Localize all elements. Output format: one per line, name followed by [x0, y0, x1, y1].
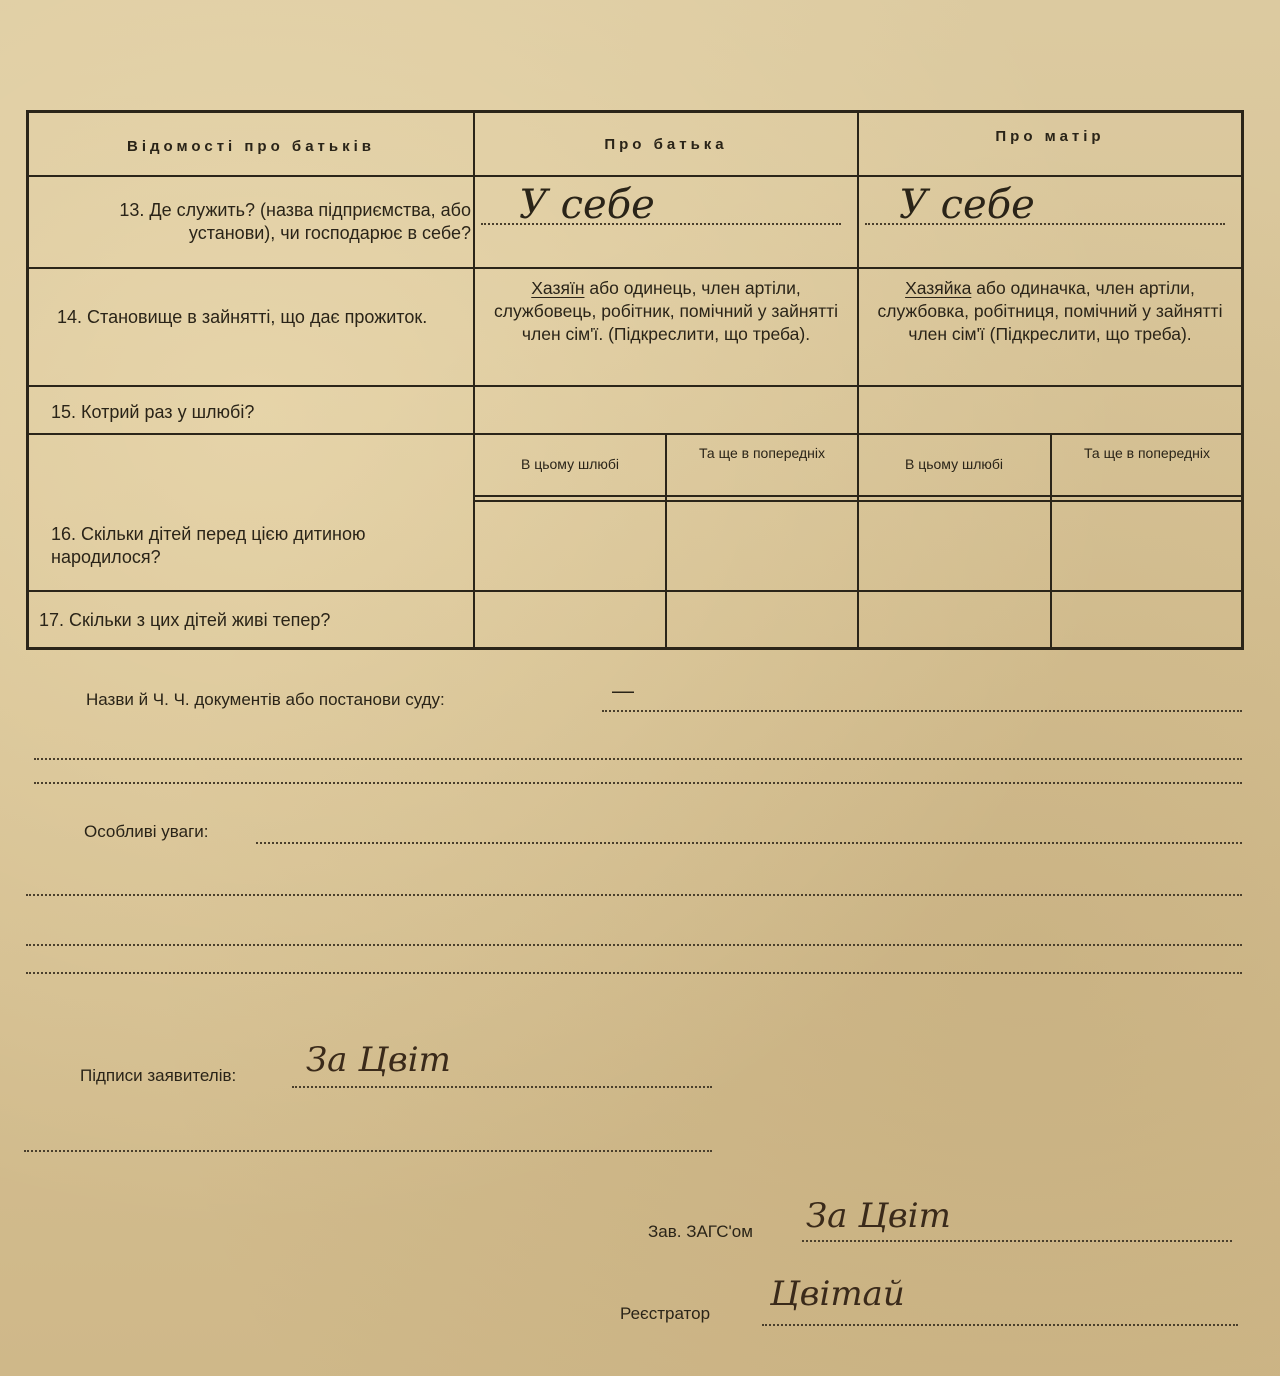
row-divider: [29, 175, 1241, 177]
father-status-options: або одинець, член артіли, службовець, робітник, помічний у зайнятті член сім'ї. (Підкреслити, що треба).: [493, 278, 838, 344]
row-divider: [29, 433, 1241, 435]
notes-line-4: [26, 972, 1242, 974]
question-16: 16. Скільки дітей перед цією дитиною народилося?: [51, 524, 366, 568]
header-father: Про батька: [604, 136, 728, 153]
mother-this-marriage-header: В цьому шлюбі: [904, 456, 1004, 472]
registry-head-line: [802, 1240, 1232, 1242]
question-17: 17. Скільки з цих дітей живі тепер?: [39, 610, 331, 630]
documents-line-3: [34, 782, 1242, 784]
answer-line: [481, 223, 841, 225]
mother-previous-marriages-header: Та ще в попередніх: [1084, 445, 1210, 461]
father-workplace-handwriting: У себе: [519, 182, 655, 228]
mother-status-options: або одиначка, член артіли, службовка, робітниця, помічний у зайнятті член сім'ї (Підкреслити, що треба).: [877, 278, 1223, 344]
signatures-line-2: [24, 1150, 712, 1152]
registry-head-label: Зав. ЗАГС'ом: [648, 1222, 753, 1241]
documents-value: —: [612, 678, 634, 703]
registrar-signature: Цвітай: [770, 1274, 905, 1314]
col-divider: [473, 113, 475, 647]
father-occupation-status: [481, 277, 851, 345]
question-14: 14. Становище в зайнятті, що дає прожиток.: [57, 307, 428, 327]
col-divider: [1050, 435, 1052, 647]
header-mother: Про матір: [995, 128, 1105, 145]
question-15: 15. Котрий раз у шлюбі?: [51, 402, 255, 422]
mother-occupation-status: [865, 277, 1235, 345]
notes-line-2: [26, 894, 1242, 896]
notes-label: Особливі уваги:: [84, 822, 209, 841]
notes-line-3: [26, 944, 1242, 946]
answer-line: [865, 223, 1225, 225]
applicants-signature: За Цвіт: [306, 1040, 451, 1080]
registry-head-signature: За Цвіт: [806, 1196, 951, 1236]
father-this-marriage-header: В цьому шлюбі: [520, 456, 620, 472]
documents-line: [602, 710, 1242, 712]
documents-line-2: [34, 758, 1242, 760]
row-divider: [29, 590, 1241, 592]
col-divider: [857, 113, 859, 647]
mother-status-underlined: Хазяйка: [905, 278, 972, 298]
header-parents-info: Відомості про батьків: [127, 138, 375, 155]
col-divider: [665, 435, 667, 647]
signatures-line: [292, 1086, 712, 1088]
question-13: 13. Де служить? (назва підприємства, або установи), чи господарює в себе?: [119, 200, 471, 244]
documents-label: Назви й Ч. Ч. документів або постанови суду:: [86, 690, 445, 709]
mother-workplace-handwriting: У себе: [899, 182, 1035, 228]
signatures-label: Підписи заявителів:: [80, 1066, 237, 1085]
father-previous-marriages-header: Та ще в попередніх: [699, 445, 825, 461]
registrar-line: [762, 1324, 1238, 1326]
father-status-underlined: Хазяїн: [531, 278, 585, 298]
parents-info-table: [26, 110, 1244, 650]
row-divider: [29, 385, 1241, 387]
registrar-label: Реєстратор: [620, 1304, 711, 1323]
notes-line: [256, 842, 1242, 844]
row-divider: [29, 267, 1241, 269]
